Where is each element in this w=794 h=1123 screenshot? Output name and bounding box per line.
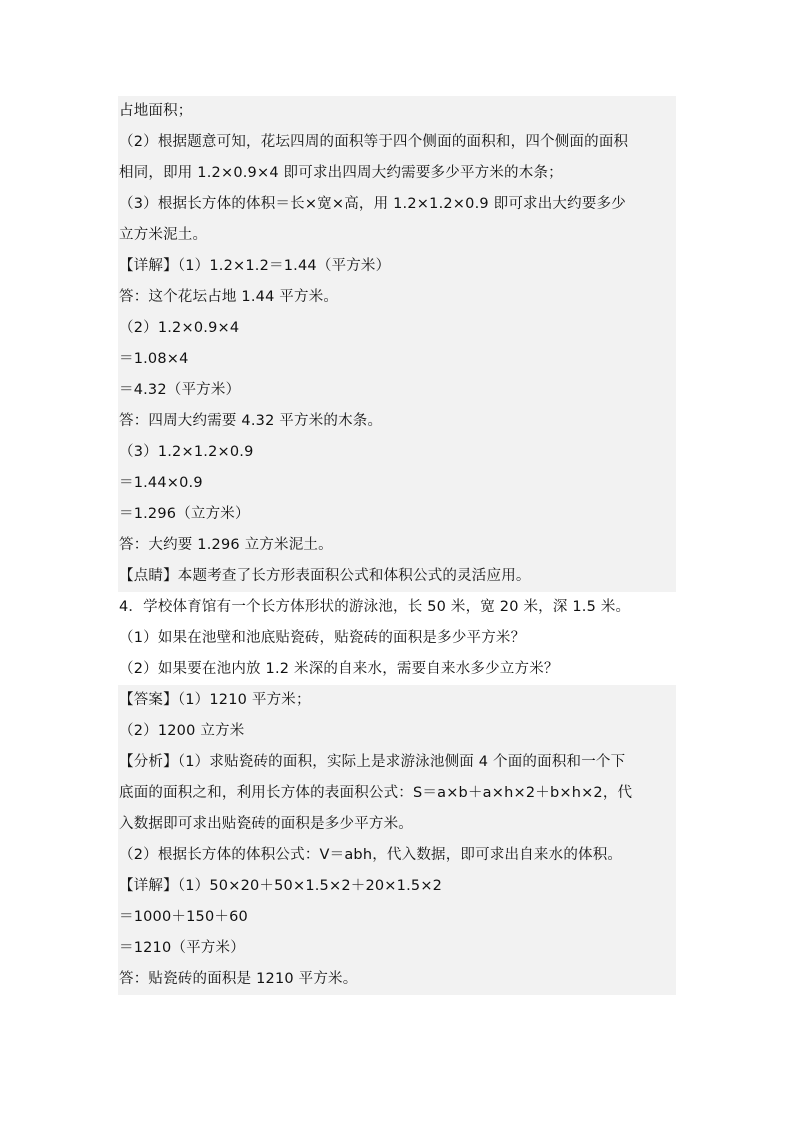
- text-line: 4．学校体育馆有一个长方体形状的游泳池，长 50 米，宽 20 米，深 1.5 米。: [119, 599, 631, 615]
- text-line: 【答案】（1）1210 平方米；: [118, 685, 676, 716]
- text-line: 【分析】（1）求贴瓷砖的面积，实际上是求游泳池侧面 4 个面的面积和一个下: [118, 747, 676, 778]
- text-line: （3）1.2×1.2×0.9: [118, 437, 676, 468]
- text-line: 答：四周大约需要 4.32 平方米的木条。: [118, 406, 676, 437]
- text-line: ＝1000＋150＋60: [118, 902, 676, 933]
- text-line: 占地面积；: [118, 96, 676, 127]
- text-line: ＝1.296（立方米）: [118, 499, 676, 530]
- text-line: （2）1.2×0.9×4: [118, 313, 676, 344]
- document-page: [118, 96, 676, 995]
- text-line: ＝1.08×4: [118, 344, 676, 375]
- text-line: （2）根据长方体的体积公式：V＝abh，代入数据，即可求出自来水的体积。: [118, 840, 676, 871]
- text-line: ＝1.44×0.9: [118, 468, 676, 499]
- text-line: 入数据即可求出贴瓷砖的面积是多少平方米。: [118, 809, 676, 840]
- text-line: 答：大约要 1.296 立方米泥土。: [118, 530, 676, 561]
- text-line: 【详解】（1）1.2×1.2＝1.44（平方米）: [118, 251, 676, 282]
- text-line: 立方米泥土。: [118, 220, 676, 251]
- text-line: （3）根据长方体的体积＝长×宽×高，用 1.2×1.2×0.9 即可求出大约要多少: [118, 189, 676, 220]
- text-line: 相同，即用 1.2×0.9×4 即可求出四周大约需要多少平方米的木条；: [118, 158, 676, 189]
- document-body: [118, 96, 676, 995]
- text-line: （2）根据题意可知，花坛四周的面积等于四个侧面的面积和，四个侧面的面积: [118, 127, 676, 158]
- text-line: （2）1200 立方米: [118, 716, 676, 747]
- text-line: 【点睛】本题考查了长方形表面积公式和体积公式的灵活应用。: [118, 561, 676, 592]
- text-line: （1）如果在池壁和池底贴瓷砖，贴瓷砖的面积是多少平方米？: [119, 630, 526, 646]
- text-line: 底面的面积之和，利用长方体的表面积公式：S＝a×b＋a×h×2＋b×h×2，代: [118, 778, 676, 809]
- text-line: 答：贴瓷砖的面积是 1210 平方米。: [118, 964, 676, 995]
- text-line: ＝4.32（平方米）: [118, 375, 676, 406]
- text-line: 答：这个花坛占地 1.44 平方米。: [118, 282, 676, 313]
- text-line: 【详解】（1）50×20＋50×1.5×2＋20×1.5×2: [118, 871, 676, 902]
- text-line: （2）如果要在池内放 1.2 米深的自来水，需要自来水多少立方米？: [119, 661, 559, 677]
- text-line: ＝1210（平方米）: [118, 933, 676, 964]
